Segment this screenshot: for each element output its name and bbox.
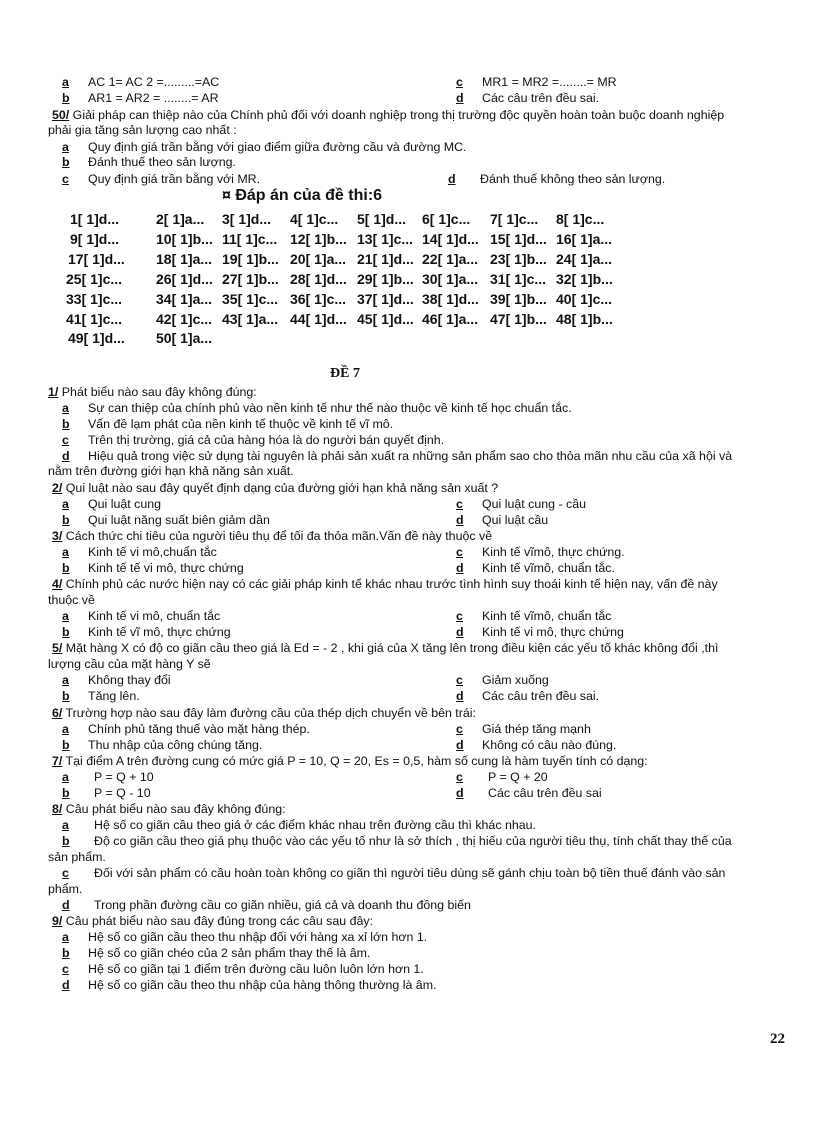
answer-key-cell: 27[ 1]b... bbox=[222, 271, 279, 287]
q7-option-a: a P = Q + 10 bbox=[62, 770, 154, 784]
answer-key-cell: 40[ 1]c... bbox=[556, 291, 613, 307]
answer-key-cell: 5[ 1]d... bbox=[357, 211, 407, 227]
answer-key-cell: 49[ 1]d... bbox=[68, 330, 125, 346]
answer-key-cell: 15[ 1]d... bbox=[490, 231, 547, 247]
answer-key-cell: 17[ 1]d... bbox=[68, 251, 125, 267]
q6-option-a: a Chính phủ tăng thuế vào mặt hàng thép. bbox=[62, 722, 310, 736]
q2-option-a: a Qui luật cung bbox=[62, 497, 162, 511]
q4-option-d: d Kinh tế vi mô, thực chứng bbox=[456, 625, 624, 639]
q4-stem-cont: thuộc về bbox=[48, 593, 95, 607]
q50-option-a: a Quy định giá trần bằng với giao điểm giữa đường cầu và đường MC. bbox=[62, 140, 467, 154]
answer-key-cell: 8[ 1]c... bbox=[556, 211, 605, 227]
q2-option-d: d Qui luật cầu bbox=[456, 513, 549, 527]
q1-option-b: b Vấn đề lạm phát của nền kinh tế thuộc về kinh tế vĩ mô. bbox=[62, 417, 394, 431]
q9-option-b: b Hệ số co giãn chéo của 2 sản phẩm thay thế là âm. bbox=[62, 946, 371, 960]
answer-key-cell: 16[ 1]a... bbox=[556, 231, 613, 247]
answer-key-cell: 22[ 1]a... bbox=[422, 251, 479, 267]
q49-option-b: b AR1 = AR2 = ........= AR bbox=[62, 91, 219, 105]
q8-option-b-cont: sản phẩm. bbox=[48, 850, 106, 864]
q5-option-b: b Tăng lên. bbox=[62, 689, 140, 703]
answer-key-cell: 4[ 1]c... bbox=[290, 211, 339, 227]
q8-option-b: b Độ co giãn cầu theo giá phụ thuộc vào các yếu tố như là sở thích , thị hiếu của người tiêu thụ, tính chất thay thế của bbox=[62, 834, 732, 848]
answer-key-cell: 20[ 1]a... bbox=[290, 251, 347, 267]
q4-stem: 4/ Chính phủ các nước hiện nay có các giải pháp kinh tế khác nhau trước tình hình suy thoái kinh tế hiện nay, vấn đề này bbox=[52, 577, 718, 591]
q3-option-a: a Kinh tế vi mô,chuẩn tắc bbox=[62, 545, 217, 559]
answer-key-cell: 26[ 1]d... bbox=[156, 271, 213, 287]
answer-key-cell: 18[ 1]a... bbox=[156, 251, 213, 267]
answer-key-cell: 33[ 1]c... bbox=[66, 291, 123, 307]
answer-key-cell: 9[ 1]d... bbox=[70, 231, 120, 247]
q1-stem: 1/ Phát biểu nào sau đây không đúng: bbox=[48, 385, 257, 399]
section-title: ĐỀ 7 bbox=[330, 366, 360, 381]
q49-option-d: d Các câu trên đều sai. bbox=[456, 91, 600, 105]
answer-key-cell: 46[ 1]a... bbox=[422, 311, 479, 327]
q4-option-c: c Kinh tế vĩmô, chuẩn tắc bbox=[456, 609, 612, 623]
answer-key-cell: 30[ 1]a... bbox=[422, 271, 479, 287]
answer-key-cell: 21[ 1]d... bbox=[357, 251, 414, 267]
answer-key-cell: 44[ 1]d... bbox=[290, 311, 347, 327]
q2-stem: 2/ Qui luật nào sau đây quyết định dạng của đường giới hạn khả năng sản xuất ? bbox=[52, 481, 499, 495]
answer-key-cell: 34[ 1]a... bbox=[156, 291, 213, 307]
q49-option-c: c MR1 = MR2 =........= MR bbox=[456, 75, 617, 89]
q5-option-c: c Giảm xuống bbox=[456, 673, 549, 687]
answer-key-cell: 39[ 1]b... bbox=[490, 291, 547, 307]
answer-key-cell: 3[ 1]d... bbox=[222, 211, 272, 227]
q4-option-b: b Kinh tế vĩ mô, thực chứng bbox=[62, 625, 231, 639]
answer-key-cell: 1[ 1]d... bbox=[70, 211, 120, 227]
q50-stem: 50/ Giải pháp can thiệp nào của Chính phủ đối với doanh nghiệp trong thị trường độc quyền hoàn toàn buộc doanh nghiệp bbox=[52, 108, 725, 122]
answer-key-cell: 35[ 1]c... bbox=[222, 291, 279, 307]
q7-stem: 7/ Tại điểm A trên đường cung có mức giá P = 10, Q = 20, Es = 0,5, hàm số cung là hàm tuyến tính có dạng: bbox=[52, 754, 648, 768]
answer-key-cell: 32[ 1]b... bbox=[556, 271, 613, 287]
answer-key-cell: 48[ 1]b... bbox=[556, 311, 613, 327]
q1-option-d-cont: nằm trên đường giới hạn khả năng sản xuất. bbox=[48, 464, 294, 478]
q50-stem-cont: phải gia tăng sản lượng cao nhất : bbox=[48, 123, 237, 137]
answer-key-cell: 29[ 1]b... bbox=[357, 271, 414, 287]
q3-stem: 3/ Cách thức chi tiêu của người tiêu thụ để tối đa thỏa mãn.Vấn đề này thuộc về bbox=[52, 529, 493, 543]
answer-key-cell: 14[ 1]d... bbox=[422, 231, 479, 247]
answer-key-cell: 36[ 1]c... bbox=[290, 291, 347, 307]
q50-option-c: c Quy định giá trần bằng với MR. bbox=[62, 172, 261, 186]
q3-option-c: c Kinh tế vĩmô, thực chứng. bbox=[456, 545, 625, 559]
answer-key-cell: 6[ 1]c... bbox=[422, 211, 471, 227]
answer-key-cell: 25[ 1]c... bbox=[66, 271, 123, 287]
q5-option-d: d Các câu trên đều sai. bbox=[456, 689, 600, 703]
q8-option-d: d Trong phần đường cầu co giãn nhiều, giá cả và doanh thu đồng biến bbox=[62, 898, 471, 912]
answer-key-cell: 42[ 1]c... bbox=[156, 311, 213, 327]
q5-stem-cont: lượng cầu của mặt hàng Y sẽ bbox=[48, 657, 211, 671]
q4-option-a: a Kinh tế vi mô, chuẩn tắc bbox=[62, 609, 221, 623]
answer-key-cell: 11[ 1]c... bbox=[222, 231, 278, 247]
q3-option-d: d Kinh tế vĩmô, chuẩn tắc. bbox=[456, 561, 615, 575]
q1-option-c: c Trên thị trường, giá cả của hàng hóa là do người bán quyết định. bbox=[62, 433, 445, 447]
q7-option-d: d Các câu trên đều sai bbox=[456, 786, 602, 800]
answer-key-cell: 41[ 1]c... bbox=[66, 311, 123, 327]
q6-option-c: c Giá thép tăng mạnh bbox=[456, 722, 591, 736]
q9-option-a: a Hệ số co giãn cầu theo thu nhập đối với hàng xa xỉ lớn hơn 1. bbox=[62, 930, 428, 944]
q1-option-a: a Sự can thiệp của chính phủ vào nền kinh tế như thế nào thuộc về kinh tế học chuẩn tắc. bbox=[62, 401, 572, 415]
q7-option-b: b P = Q - 10 bbox=[62, 786, 151, 800]
q50-option-b: b Đánh thuế theo sản lượng. bbox=[62, 155, 236, 169]
answer-key-cell: 28[ 1]d... bbox=[290, 271, 347, 287]
q2-option-c: c Qui luật cung - cầu bbox=[456, 497, 587, 511]
answer-key-cell: 7[ 1]c... bbox=[490, 211, 539, 227]
answer-key-cell: 13[ 1]c... bbox=[357, 231, 414, 247]
q3-option-b: b Kinh tế tế vi mô, thực chứng bbox=[62, 561, 244, 575]
q8-option-a: a Hệ số co giãn cầu theo giá ở các điểm khác nhau trên đường cầu thì khác nhau. bbox=[62, 818, 536, 832]
answer-key-cell: 10[ 1]b... bbox=[156, 231, 213, 247]
q8-option-c-cont: phẩm. bbox=[48, 882, 83, 896]
answer-key-cell: 19[ 1]b... bbox=[222, 251, 279, 267]
q2-option-b: b Qui luật năng suất biên giảm dần bbox=[62, 513, 270, 527]
answer-key-title: ¤ Đáp án của đề thi:6 bbox=[222, 187, 383, 204]
q8-stem: 8/ Câu phát biểu nào sau đây không đúng: bbox=[52, 802, 286, 816]
q50-option-d: d Đánh thuế không theo sản lượng. bbox=[448, 172, 666, 186]
q6-option-b: b Thu nhập của công chúng tăng. bbox=[62, 738, 263, 752]
q49-option-a: a AC 1= AC 2 =.........=AC bbox=[62, 75, 220, 89]
answer-key-cell: 31[ 1]c... bbox=[490, 271, 547, 287]
page-number: 22 bbox=[770, 1031, 785, 1047]
answer-key-cell: 2[ 1]a... bbox=[156, 211, 205, 227]
q5-stem: 5/ Mặt hàng X có độ co giãn cầu theo giá là Ed = - 2 , khi giá của X tăng lên trong điều kiện các yếu tố khác không đổi ,thì bbox=[52, 641, 719, 655]
answer-key-cell: 47[ 1]b... bbox=[490, 311, 547, 327]
answer-key-cell: 24[ 1]a... bbox=[556, 251, 613, 267]
answer-key-cell: 43[ 1]a... bbox=[222, 311, 279, 327]
q6-option-d: d Không có câu nào đúng. bbox=[456, 738, 617, 752]
answer-key-cell: 12[ 1]b... bbox=[290, 231, 347, 247]
q9-option-d: d Hệ số co giãn cầu theo thu nhập của hàng thông thường là âm. bbox=[62, 978, 437, 992]
q9-option-c: c Hệ số co giãn tại 1 điểm trên đường cầu luôn luôn lớn hơn 1. bbox=[62, 962, 424, 976]
answer-key-cell: 37[ 1]d... bbox=[357, 291, 414, 307]
q5-option-a: a Không thay đổi bbox=[62, 673, 171, 687]
answer-key-cell: 50[ 1]a... bbox=[156, 330, 213, 346]
q8-option-c: c Đối với sản phẩm có cầu hoàn toàn không co giãn thì người tiêu dùng sẽ gánh chịu toàn bộ tiền thuế đánh vào sản bbox=[62, 866, 726, 880]
q7-option-c: c P = Q + 20 bbox=[456, 770, 548, 784]
q9-stem: 9/ Câu phát biểu nào sau đây đúng trong các câu sau đây: bbox=[52, 914, 374, 928]
q6-stem: 6/ Trường hợp nào sau đây làm đường cầu của thép dịch chuyển về bên trái: bbox=[52, 706, 476, 720]
answer-key-cell: 38[ 1]d... bbox=[422, 291, 479, 307]
answer-key-cell: 23[ 1]b... bbox=[490, 251, 547, 267]
answer-key-cell: 45[ 1]d... bbox=[357, 311, 414, 327]
q1-option-d: d Hiệu quả trong việc sử dụng tài nguyên là phải sản xuất ra những sản phẩm sao cho thỏa mãn nhu cầu của xã hội và bbox=[62, 449, 733, 463]
